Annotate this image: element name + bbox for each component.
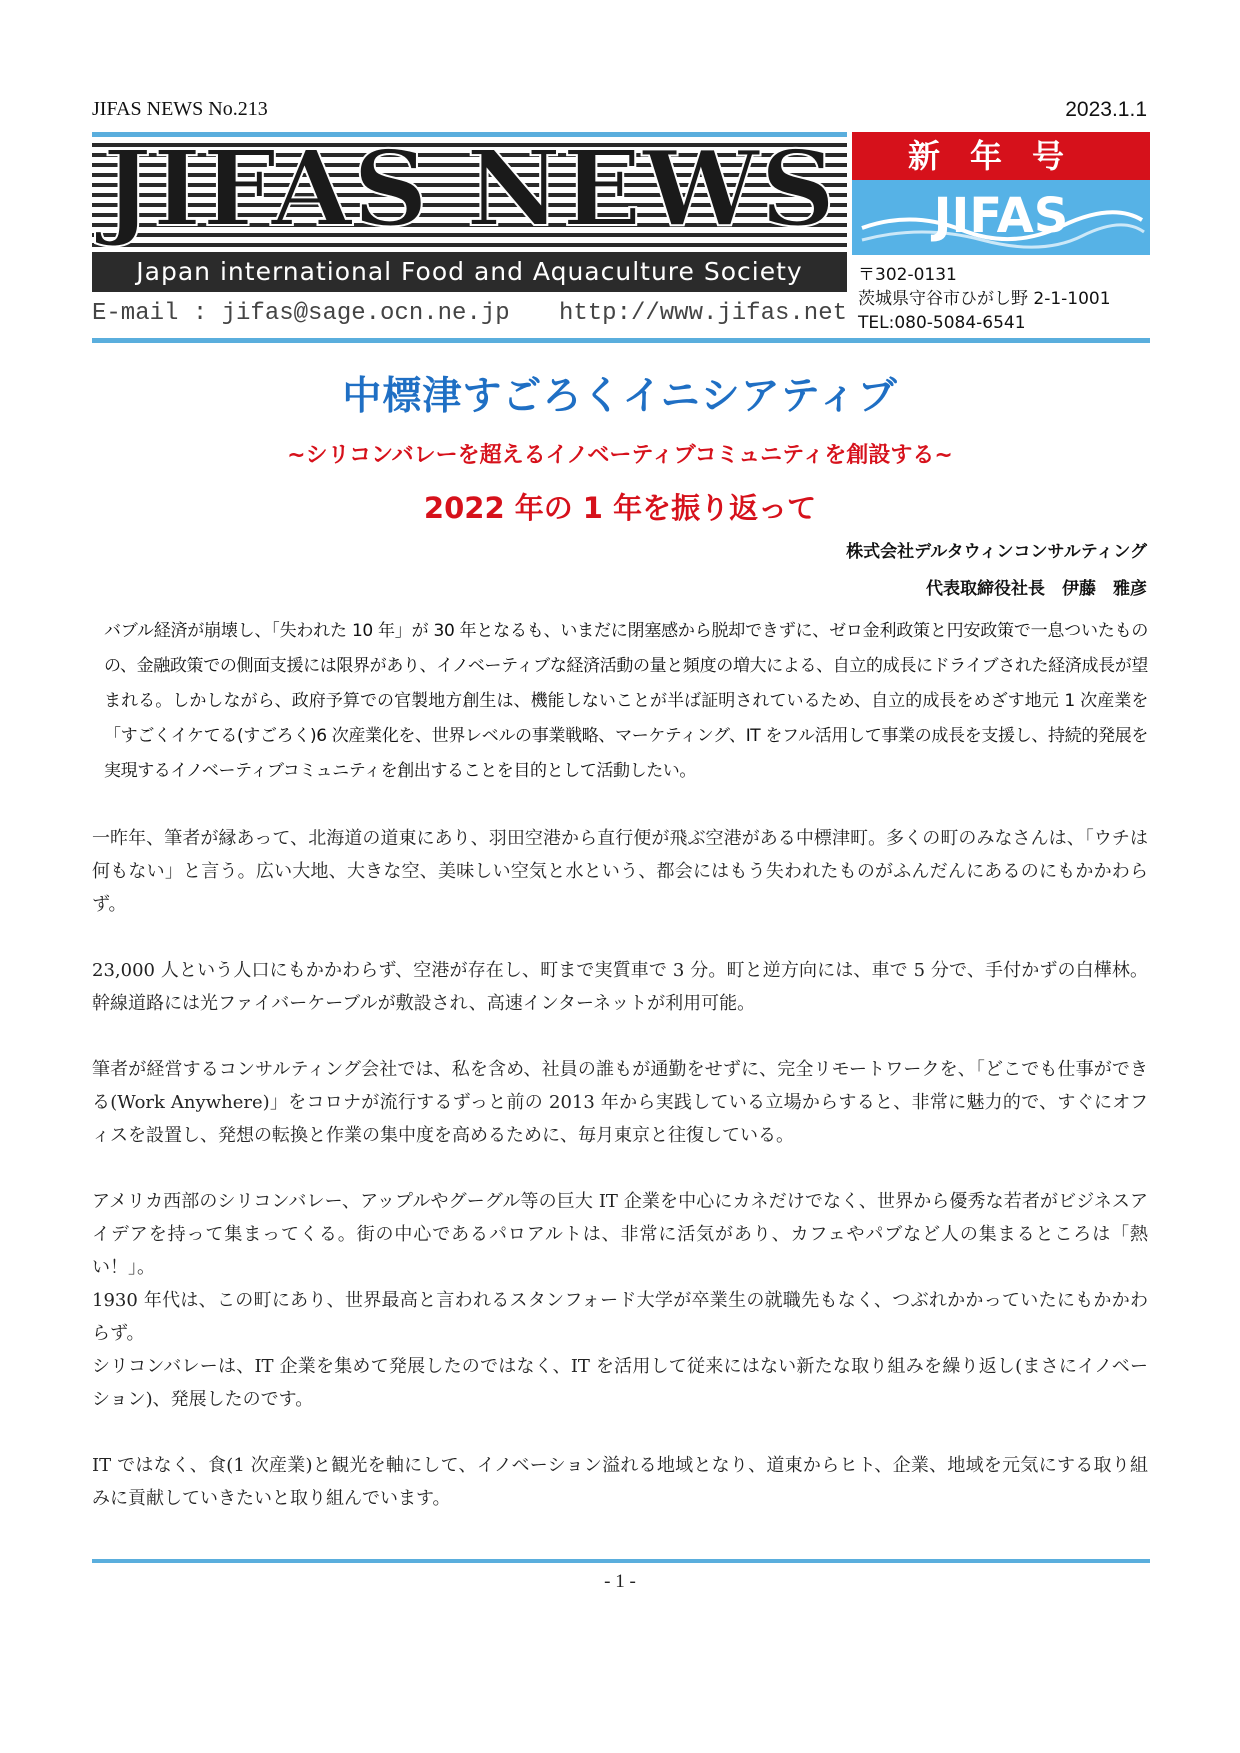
masthead-contact: [92, 294, 847, 334]
masthead-title: JIFAS NEWS: [102, 137, 837, 250]
body-paragraph: シリコンバレーは、IT 企業を集めて発展したのではなく、IT を活用して従来にはない新たな取り組みを繰り返し(まさにイノベーション)、発展したのです。: [92, 1356, 1148, 1410]
jifas-logo-wave-icon: [852, 180, 1150, 255]
year-heading: 2022 年の 1 年を振り返って: [423, 491, 817, 525]
jifas-logo: [852, 180, 1150, 255]
article-title: 中標津すごろくイニシアティブ: [342, 374, 898, 419]
footer-rule: [92, 1559, 1150, 1563]
telephone: TEL:080-5084-6541: [858, 313, 1026, 333]
body-paragraph: アメリカ西部のシリコンバレー、アップルやグーグル等の巨大 IT 企業を中心にカネだけでなく、世界から優秀な若者がビジネスアイデアを持って集まってくる。街の中心であるパロアルトは、非常に活気があり、カフェやパブなど人の集まるところは「熱い！」。: [92, 1191, 1148, 1278]
author-name: 代表取締役社長 伊藤 雅彦: [926, 579, 1147, 599]
author-company: 株式会社デルタウィンコンサルティング: [846, 542, 1147, 562]
logo-text: JIFAS: [933, 188, 1069, 244]
article-abstract: バブル経済が崩壊し、「失われた 10 年」が 30 年となるも、いまだに閉塞感から脱却できずに、ゼロ金利政策と円安政策で一息ついたものの、金融政策での側面支援には限界があり、イノベーティブな経済活動の量と頻度の増大による、自立的成長にドライブされた経済成長が望まれる。しかしながら、政府予算での官製地方創生は、機能しないことが半ば証明されているため、自立的成長をめざす地元 1 次産業を「すごくイケてる(すごろく)6 次産業化を、世界レベルの事業戦略、マーケティング、IT をフル活用して事業の成長を支援し、持続的発展を実現するイノベーティブコミュニティを創出することを目的として活動したい。: [104, 621, 1148, 781]
masthead-subtitle: Japan international Food and Aquaculture Society: [92, 252, 847, 292]
email-text: E-mail : jifas@sage.ocn.ne.jp: [92, 300, 510, 327]
address-block: [858, 263, 1111, 335]
masthead-bottom-rule: [92, 338, 1150, 343]
body-paragraph: IT ではなく、食(1 次産業)と観光を軸にして、イノベーション溢れる地域となり、道東からヒト、企業、地域を元気にする取り組みに貢献していきたいと取り組んでいます。: [92, 1455, 1148, 1509]
page-number: - 1 -: [604, 1571, 636, 1592]
body-paragraph: 1930 年代は、この町にあり、世界最高と言われるスタンフォード大学が卒業生の就職先もなく、つぶれかかっていたにもかかわらず。: [92, 1290, 1148, 1344]
body-paragraph: 筆者が経営するコンサルティング会社では、私を含め、社員の誰もが通勤をせずに、完全リモートワークを、「どこでも仕事ができる(Work Anywhere)」をコロナが流行するずっと前の 2013 年から実践している立場からすると、非常に魅力的で、すぐにオフィスを設置し、発想の転換と作業の集中度を高めるために、毎月東京と往復している。: [92, 1059, 1148, 1146]
body-paragraph: 23,000 人という人口にもかかわらず、空港が存在し、町まで実質車で 3 分。町と逆方向には、車で 5 分で、手付かずの白樺林。幹線道路には光ファイバーケーブルが敷設され、高速インターネットが利用可能。: [92, 960, 1148, 1014]
street-address: 茨城県守谷市ひがし野 2-1-1001: [858, 289, 1111, 309]
body-paragraph: 一昨年、筆者が縁あって、北海道の道東にあり、羽田空港から直行便が飛ぶ空港がある中標津町。多くの町のみなさんは、「ウチは何もない」と言う。広い大地、大きな空、美味しい空気と水という、都会にはもう失われたものがふんだんにあるのにもかかわらず。: [92, 828, 1148, 915]
new-year-edition-badge: 新年号: [852, 132, 1150, 180]
postal-code: 〒302-0131: [858, 265, 957, 285]
issue-number: JIFAS NEWS No.213: [92, 98, 268, 120]
article-body: [92, 822, 1148, 1548]
masthead-title-banner: [92, 137, 847, 252]
issue-date: 2023.1.1: [1065, 98, 1147, 121]
article-subtitle: ~シリコンバレーを超えるイノベーティブコミュニティを創設する~: [287, 443, 953, 468]
website-url: http://www.jifas.net: [558, 300, 847, 327]
